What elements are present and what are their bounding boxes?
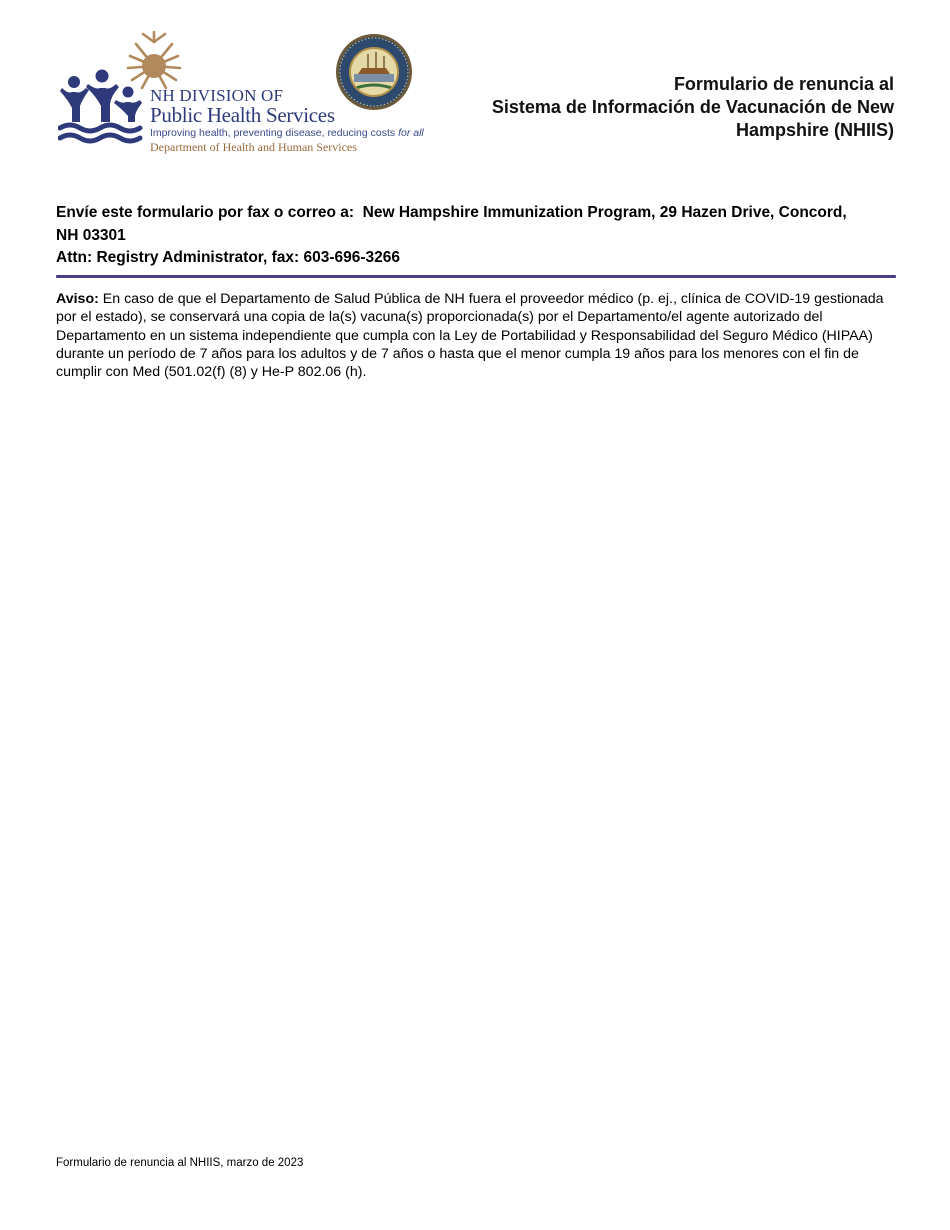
logo-tagline-suffix: for all bbox=[398, 127, 424, 139]
form-title bbox=[424, 73, 894, 142]
page-footer: Formulario de renuncia al NHIIS, marzo de 2023 bbox=[56, 1157, 304, 1169]
nh-dphs-logo bbox=[58, 30, 424, 160]
logo-department: Department of Health and Human Services bbox=[150, 140, 357, 154]
form-title-line1: Formulario de renuncia al bbox=[673, 74, 894, 94]
send-instructions-line1: Envíe este formulario por fax o correo a: New Hampshire Immunization Program, 29 Hazen Drive, Concord, bbox=[56, 204, 847, 221]
logo-org-line2: Public Health Services bbox=[150, 103, 335, 127]
send-instructions bbox=[56, 202, 896, 270]
send-instructions-line2: NH 03301 bbox=[56, 226, 126, 244]
send-instructions-attn: Attn: Registry Administrator, fax: 603-696-3266 bbox=[56, 249, 400, 266]
form-title-line2: Sistema de Información de Vacunación de New bbox=[491, 97, 894, 117]
notice-paragraph bbox=[56, 290, 896, 381]
form-title-line3: Hampshire (NHIIS) bbox=[735, 120, 894, 140]
notice-label: Aviso: bbox=[56, 291, 99, 307]
state-seal-icon bbox=[334, 32, 414, 112]
logo-tagline bbox=[150, 127, 424, 139]
logo-org-line1: NH DIVISION OF bbox=[150, 86, 284, 105]
notice-text: En caso de que el Departamento de Salud Pública de NH fuera el proveedor médico (p. ej., clínica de COVID-19 gestionada por el estado), se conservará una copia de la(s) vacuna(s) proporcionada(s) por el Departamento/el agente autorizado del Departamento en un sistema independiente que cumpla con la Ley de Portabilidad y Responsabilidad del Seguro Médico (HIPAA) durante un período de 7 años para los adultos y de 7 años o hasta que el menor cumpla 19 años para los menores con el fin de cumplir con Med (501.02(f) (8) y He-P 802.06 (h). bbox=[56, 291, 884, 381]
logo-tagline-main: Improving health, preventing disease, reducing costs bbox=[150, 127, 396, 139]
section-divider bbox=[56, 275, 896, 278]
